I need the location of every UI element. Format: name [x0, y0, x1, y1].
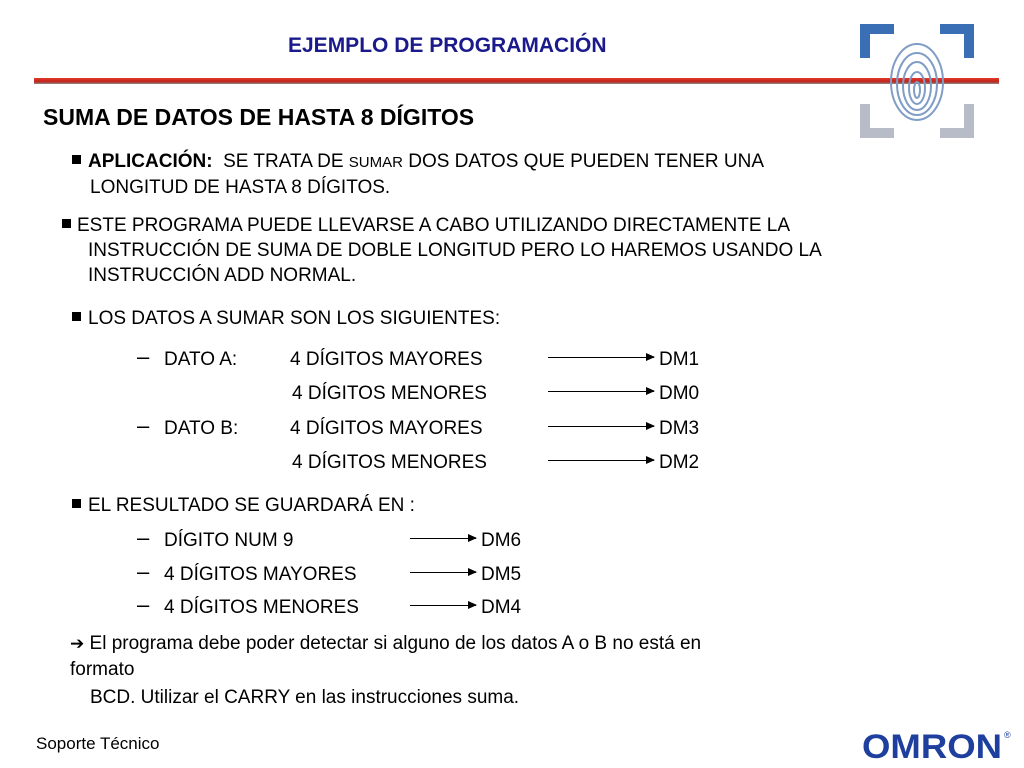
omron-logo: [862, 728, 1014, 762]
square-bullet-icon: [72, 312, 81, 321]
application-text-c: DOS DATOS QUE PUEDEN TENER UNA: [408, 151, 765, 172]
data-b-high: 4 DÍGITOS MAYORES: [290, 418, 483, 439]
result-1: DÍGITO NUM 9: [164, 530, 294, 551]
note-line-1: [70, 631, 701, 657]
application-label: APLICACIÓN:: [88, 151, 213, 172]
data-b-high-dm: DM3: [659, 418, 700, 439]
square-bullet-icon: [62, 219, 71, 228]
data-intro: [72, 306, 500, 332]
program-note-line-1: [62, 213, 790, 239]
fingerprint-icon: [891, 44, 943, 120]
arrow-right-icon: [548, 357, 654, 358]
application-line-1: [72, 149, 764, 176]
arrow-right-icon: [548, 391, 654, 392]
application-line-2: LONGITUD DE HASTA 8 DÍGITOS.: [90, 177, 391, 198]
note-line-2: formato: [70, 659, 135, 680]
program-note-text-1: ESTE PROGRAMA PUEDE LLEVARSE A CABO UTILIZANDO DIRECTAMENTE LA: [77, 215, 791, 236]
arrow-right-icon: [410, 605, 476, 606]
section-heading: SUMA DE DATOS DE HASTA 8 DÍGITOS: [43, 104, 475, 130]
data-intro-text: LOS DATOS A SUMAR SON LOS SIGUIENTES:: [88, 308, 501, 329]
result-2: 4 DÍGITOS MAYORES: [164, 564, 357, 585]
arrow-right-icon: [410, 572, 476, 573]
result-3: 4 DÍGITOS MENORES: [164, 597, 359, 618]
result-2-dm: DM5: [481, 564, 522, 585]
square-bullet-icon: [72, 499, 81, 508]
dash-icon: –: [137, 413, 150, 438]
slide-title: EJEMPLO DE PROGRAMACIÓN: [288, 34, 607, 57]
application-text-a: SE TRATA DE: [223, 151, 344, 172]
dash-icon: –: [137, 525, 150, 550]
arrow-right-icon: [548, 426, 654, 427]
dash-icon: –: [137, 559, 150, 584]
dash-icon: –: [137, 344, 150, 369]
data-b-low-dm: DM2: [659, 452, 700, 473]
square-bullet-icon: [72, 155, 81, 164]
program-note-line-3: INSTRUCCIÓN ADD NORMAL.: [88, 265, 357, 286]
omron-logo-text: OMRON: [862, 728, 1002, 762]
footer-label: Soporte Técnico: [36, 734, 160, 753]
data-a-high-dm: DM1: [659, 349, 700, 370]
data-b-label: DATO B:: [164, 418, 239, 439]
arrow-right-icon: [410, 538, 476, 539]
data-a-low: 4 DÍGITOS MENORES: [292, 383, 487, 404]
arrow-bullet-icon: ➔: [70, 634, 85, 653]
arrow-right-icon: [548, 460, 654, 461]
note-text-1: El programa debe poder detectar si alguno de los datos A o B no está en: [89, 633, 702, 654]
title-divider: [34, 78, 999, 84]
data-a-low-dm: DM0: [659, 383, 700, 404]
fingerprint-logo: [860, 24, 974, 138]
program-note-line-2: INSTRUCCIÓN DE SUMA DE DOBLE LONGITUD PERO LO HAREMOS USANDO LA: [88, 240, 822, 261]
data-a-label: DATO A:: [164, 349, 238, 370]
registered-mark: ®: [1004, 730, 1011, 740]
result-1-dm: DM6: [481, 530, 522, 551]
data-b-low: 4 DÍGITOS MENORES: [292, 452, 487, 473]
application-text-b: SUMAR: [348, 154, 403, 171]
dash-icon: –: [137, 592, 150, 617]
result-intro: [72, 493, 415, 519]
result-intro-text: EL RESULTADO SE GUARDARÁ EN :: [88, 495, 415, 516]
note-line-3: BCD. Utilizar el CARRY en las instrucciones suma.: [90, 687, 520, 708]
data-a-high: 4 DÍGITOS MAYORES: [290, 349, 483, 370]
result-3-dm: DM4: [481, 597, 522, 618]
